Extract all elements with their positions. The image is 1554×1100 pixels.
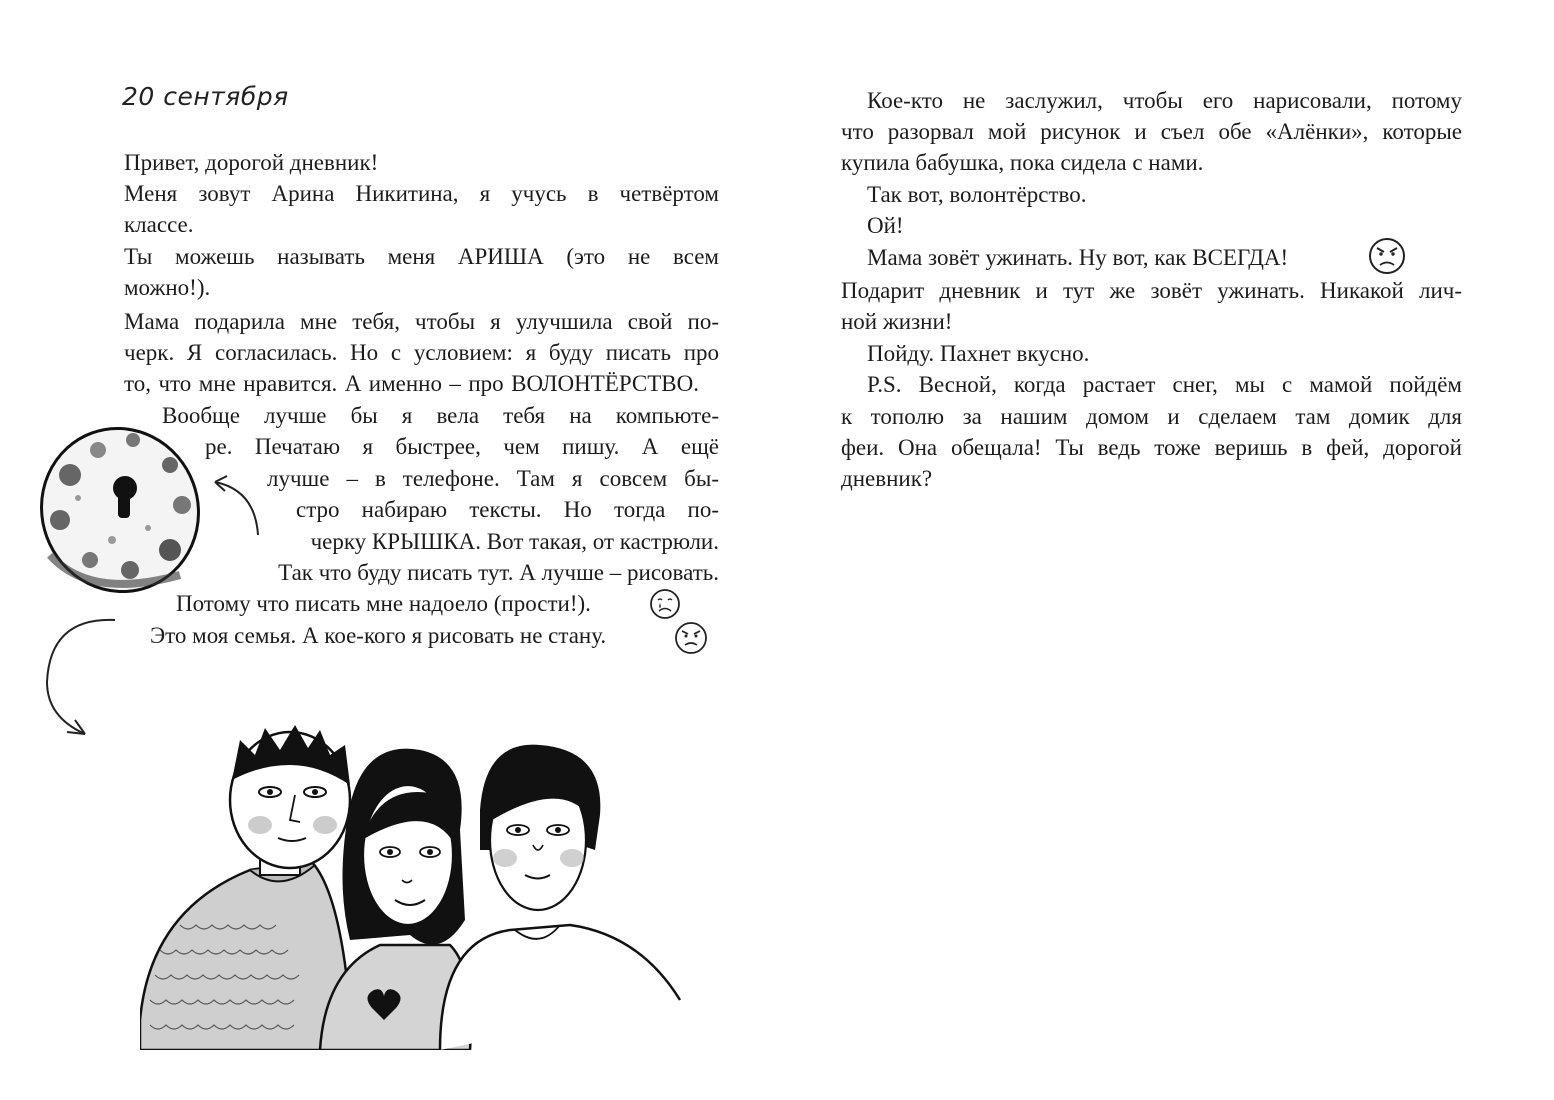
text-line: Пойду. Пахнет вкусно. bbox=[867, 341, 1090, 366]
arrow-to-lid-icon bbox=[200, 470, 270, 540]
text-line: купила бабушка, пока сидела с нами. bbox=[841, 150, 1204, 175]
text-line: ной жизни! bbox=[841, 309, 953, 334]
angry-face-icon bbox=[673, 620, 709, 656]
text-line: P.S. Весной, когда растает снег, мы с мамой пойдём bbox=[867, 372, 1462, 397]
dad-figure bbox=[140, 725, 350, 1050]
text-line: Вообще лучше бы я вела тебя на компьюте- bbox=[162, 403, 719, 428]
text-line: стро набираю тексты. Но тогда по- bbox=[296, 497, 719, 522]
angry-face-icon bbox=[1367, 236, 1407, 276]
text-line: Меня зовут Арина Никитина, я учусь в четвёртом bbox=[124, 181, 719, 206]
text-line: Это моя семья. А кое-кого я рисовать не стану. bbox=[150, 623, 607, 648]
text-line: Мама зовёт ужинать. Ну вот, как ВСЕГДА! bbox=[867, 245, 1289, 270]
text-line: Ты можешь называть меня АРИША (это не всем bbox=[124, 244, 719, 269]
text-line: феи. Она обещала! Ты ведь тоже веришь в фей, дорогой bbox=[841, 435, 1462, 460]
text-line: черк. Я согласилась. Но с условием: я буду писать про bbox=[124, 340, 719, 365]
text-line: Так вот, волонтёрство. bbox=[867, 182, 1087, 207]
pot-lid-drawing-icon bbox=[30, 410, 205, 600]
mom-figure bbox=[440, 745, 680, 1050]
text-line: Так что буду писать тут. А лучше – рисовать. bbox=[278, 560, 719, 585]
arrow-to-family-icon bbox=[35, 612, 120, 742]
text-line: Кое-кто не заслужил, чтобы его нарисовали, потому bbox=[867, 88, 1462, 113]
family-drawing-icon bbox=[140, 720, 700, 1050]
text-line: лучше – в телефоне. Там я совсем бы- bbox=[267, 466, 719, 491]
text-line: можно!). bbox=[124, 275, 211, 300]
diary-date: 20 сентября bbox=[122, 82, 289, 111]
text-line: Привет, дорогой дневник! bbox=[124, 150, 379, 175]
text-line: что разорвал мой рисунок и съел обе «Алёнки», которые bbox=[841, 119, 1462, 144]
text-line: классе. bbox=[124, 212, 194, 237]
text-line: дневник? bbox=[841, 466, 933, 491]
text-line: черку КРЫШКА. Вот такая, от кастрюли. bbox=[310, 529, 719, 554]
text-line: то, что мне нравится. А именно – про ВОЛОНТЁРСТВО. bbox=[124, 371, 699, 396]
right-page bbox=[777, 0, 1554, 1100]
text-line: Ой! bbox=[867, 213, 904, 238]
crying-face-icon bbox=[648, 587, 682, 621]
text-line: ре. Печатаю я быстрее, чем пишу. А ещё bbox=[205, 434, 719, 459]
text-line: к тополю за нашим домом и сделаем там домик для bbox=[841, 404, 1462, 429]
text-line: Мама подарила мне тебя, чтобы я улучшила свой по- bbox=[124, 309, 719, 334]
text-line: Подарит дневник и тут же зовёт ужинать. Никакой лич- bbox=[841, 278, 1462, 303]
text-line: Потому что писать мне надоело (прости!). bbox=[176, 591, 591, 616]
